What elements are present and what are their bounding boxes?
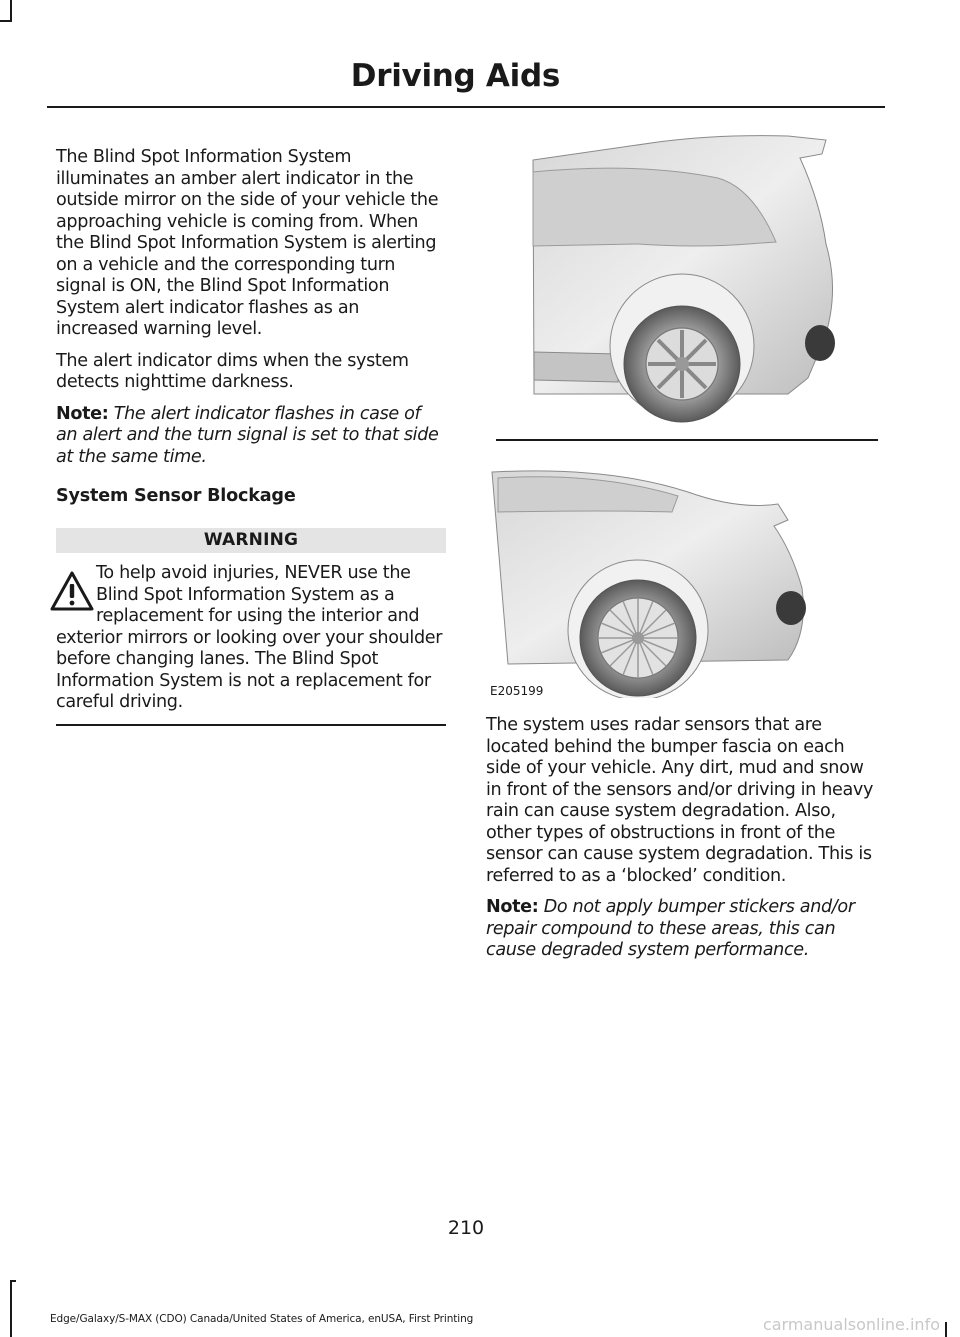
sedan-illustration [492, 471, 806, 698]
suv-illustration [496, 136, 878, 440]
warning-triangle-icon [48, 569, 96, 613]
warning-header: WARNING [56, 528, 446, 553]
note-alert-flash [56, 404, 446, 469]
crop-mark-bottom-left-h [10, 1280, 16, 1282]
radar-sensor-description: The system uses radar sensors that are located behind the bumper fascia on each side of your vehicle. Any dirt, mud and snow in front of the sensors and/or driving in heavy rain can cause system degradation. Also, other types of obstructions in front of the sensor can cause system degradation. This is referred to as a ‘blocked’ condition. [486, 715, 874, 886]
right-column [486, 715, 880, 972]
crop-mark-top-left-v [10, 0, 12, 22]
note-label: Note: [56, 403, 109, 424]
crop-mark-bottom-right-v [945, 1322, 947, 1337]
header-rule [47, 106, 885, 108]
crop-mark-bottom-left-v [10, 1280, 12, 1337]
sensor-area-marker [805, 325, 835, 361]
page-number: 210 [447, 1217, 485, 1239]
crop-mark-top-left-h [0, 20, 12, 22]
note-text: Do not apply bumper stickers and/or repair compound to these areas, this can cause degraded system performance. [486, 897, 855, 960]
warning-rule [56, 724, 446, 726]
sensor-area-marker [776, 591, 806, 625]
left-column [56, 147, 446, 726]
note-bumper-stickers [486, 897, 880, 962]
watermark: carmanualsonline.info [762, 1315, 940, 1334]
footer-text: Edge/Galaxy/S-MAX (CDO) Canada/United States of America, enUSA, First Printing [50, 1313, 474, 1325]
vehicle-sensor-figure [488, 132, 884, 698]
figure-code: E205199 [490, 684, 544, 698]
note-label: Note: [486, 897, 539, 917]
page-title: Driving Aids [350, 58, 560, 94]
dimming-description: The alert indicator dims when the system detects nighttime darkness. [56, 350, 409, 392]
note-text: The alert indicator flashes in case of an alert and the turn signal is set to that side at the same time. [56, 403, 439, 467]
warning-text: To help avoid injuries, NEVER use the Blind Spot Information System as a replacement for using the interior and exterior mirrors or looking over your shoulder before changing lanes. The Blind Spot Information System is not a replacement for careful driving. [56, 563, 443, 712]
warning-box [56, 563, 446, 714]
section-heading: System Sensor Blockage [56, 486, 296, 506]
bsis-description: The Blind Spot Information System illuminates an amber alert indicator in the outside mirror on the side of your vehicle the approaching vehicle is coming from. When the Blind Spot Information System is alerting on a vehicle and the corresponding turn signal is ON, the Blind Spot Information System alert indicator flashes as an increased warning level. [56, 147, 439, 339]
